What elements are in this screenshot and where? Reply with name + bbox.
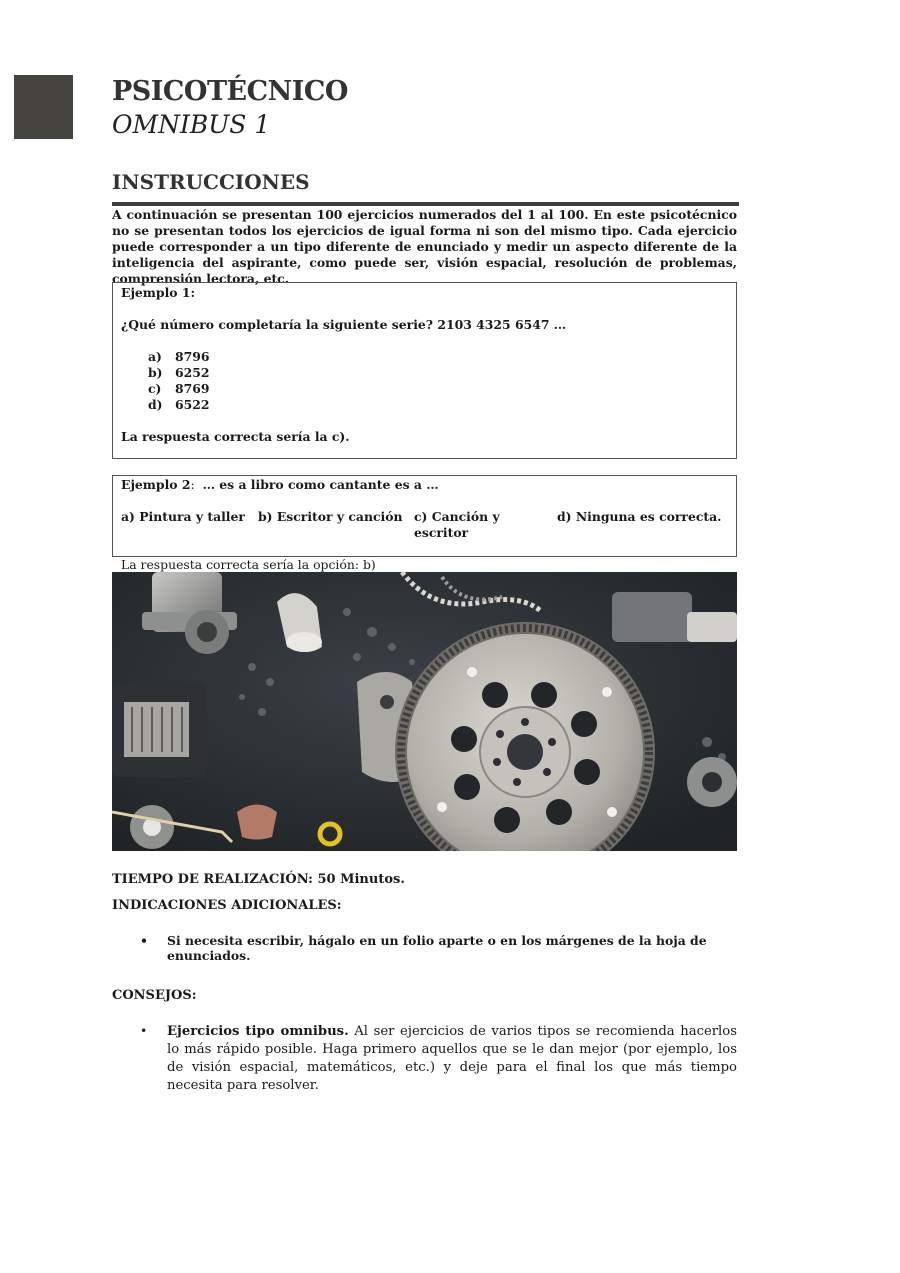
example-1-option	[121, 397, 728, 413]
example-2-option: a) Pintura y taller	[121, 509, 245, 524]
instructions-heading: INSTRUCCIONES	[112, 170, 310, 194]
example-1-answer: La respuesta correcta sería la c).	[121, 429, 350, 444]
instructions-intro: A continuación se presentan 100 ejercicios numerados del 1 al 100. En este psicotécnico no se presentan todos los ejercicios de igual forma ni son del mismo tipo. Cada ejercicio puede corresponder a un tipo diferente de enunciado y medir un aspecto diferente de la inteligencia del aspirante, como puede ser, visión espacial, resolución de problemas, comprensión lectora, etc.	[112, 207, 737, 286]
additional-instructions-heading: INDICACIONES ADICIONALES:	[112, 898, 342, 913]
advice-body: Al ser ejercicios de varios tipos se recomienda hacerlos lo más rápido posible. Haga primero aquellos que se le dan mejor (por ejemplo, los de visión espacial, matemáticos, etc.) y deje para el final los que más tiempo necesita para resolver.	[167, 1024, 737, 1093]
gasket-part	[112, 682, 207, 777]
page-subtitle: OMNIBUS 1	[112, 110, 271, 139]
option-key: d)	[148, 397, 163, 412]
example-2-box	[112, 475, 737, 572]
example-2-option: b) Escritor y canción	[258, 509, 403, 524]
instruction-text: Si necesita escribir, hágalo en un folio aparte o en los márgenes de la hoja de enunciados.	[167, 933, 707, 963]
option-key: b)	[148, 365, 163, 380]
example-2-label: Ejemplo 2	[121, 477, 191, 492]
example-1-question: ¿Qué número completaría la siguiente serie? 2103 4325 6547 …	[121, 317, 567, 332]
example-2-options	[121, 509, 728, 541]
corner-block	[14, 75, 73, 139]
bullet-icon: •	[140, 933, 148, 948]
option-value: 8796	[175, 349, 210, 364]
completion-time: TIEMPO DE REALIZACIÓN: 50 Minutos.	[112, 872, 405, 887]
example-1-option	[121, 381, 728, 397]
advice-text	[167, 1023, 737, 1095]
example-2-option: c) Canción y escritor	[414, 509, 500, 540]
example-1-label: Ejemplo 1:	[121, 285, 196, 300]
page-title: PSICOTÉCNICO	[112, 76, 348, 107]
example-1-option	[121, 365, 728, 381]
engine-parts-photo	[112, 572, 737, 851]
heading-divider	[112, 202, 739, 206]
example-2-question: … es a libro como cantante es a …	[202, 477, 439, 492]
bullet-icon: •	[140, 1023, 148, 1038]
advice-bold: Ejercicios tipo omnibus.	[167, 1024, 349, 1039]
example-1-box	[112, 282, 737, 459]
option-key: c)	[148, 381, 162, 396]
option-key: a)	[148, 349, 162, 364]
option-value: 8769	[175, 381, 210, 396]
example-2-option: d) Ninguna es correcta.	[557, 509, 722, 524]
example-2-answer: La respuesta correcta sería la opción: b)	[121, 557, 376, 572]
option-value: 6252	[175, 365, 210, 380]
advice-heading: CONSEJOS:	[112, 988, 197, 1003]
example-2-colon: :	[190, 477, 203, 492]
option-value: 6522	[175, 397, 210, 412]
example-1-option	[121, 349, 728, 365]
